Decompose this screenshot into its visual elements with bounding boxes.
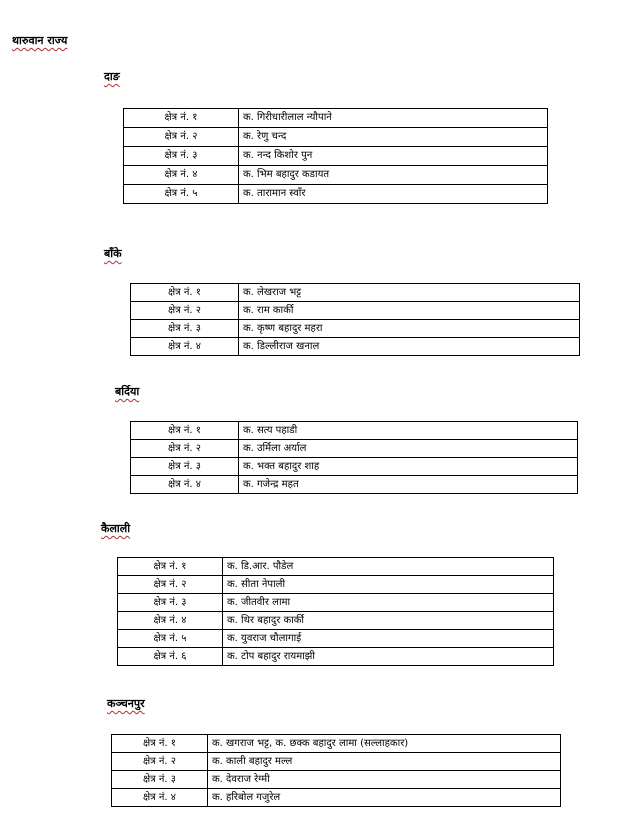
constituency-cell: क्षेत्र नं. १	[112, 735, 208, 753]
table-row	[131, 458, 578, 476]
candidate-cell: क. थिर बहादुर कार्की	[223, 612, 554, 630]
table-row	[131, 440, 578, 458]
constituency-cell: क्षेत्र नं. ४	[124, 166, 239, 185]
table-row	[112, 789, 561, 807]
table-row	[131, 302, 580, 320]
candidate-cell: क. सीता नेपाली	[223, 576, 554, 594]
table-row	[118, 594, 554, 612]
constituency-table-bardiya	[130, 421, 578, 494]
section-title-dang: दाङ	[104, 70, 120, 83]
table-row	[124, 166, 548, 185]
page-title: थारुवान राज्य	[12, 34, 68, 47]
table-row	[112, 753, 561, 771]
candidate-cell: क. भक्त बहादुर शाह	[239, 458, 578, 476]
section-title-banke: बाँके	[104, 247, 122, 260]
candidate-cell: क. टोप बहादुर रायमाझी	[223, 648, 554, 666]
candidate-cell: क. युवराज चौलागाई	[223, 630, 554, 648]
constituency-cell: क्षेत्र नं. ४	[131, 476, 239, 494]
candidate-cell: क. देवराज रेग्मी	[208, 771, 561, 789]
constituency-cell: क्षेत्र नं. ३	[112, 771, 208, 789]
section-title-kailali: कैलाली	[101, 522, 131, 535]
table-row	[118, 576, 554, 594]
candidate-cell: क. खगराज भट्ट, क. छक्क बहादुर लामा (सल्लाहकार)	[208, 735, 561, 753]
table-row	[118, 648, 554, 666]
table-row	[131, 284, 580, 302]
candidate-cell: क. गिरीधारीलाल न्यौपाने	[239, 109, 548, 128]
table-row	[131, 476, 578, 494]
candidate-cell: क. डि.आर. पौडेल	[223, 558, 554, 576]
constituency-cell: क्षेत्र नं. ५	[124, 185, 239, 204]
table-row	[131, 320, 580, 338]
constituency-table-banke	[130, 283, 580, 356]
table-row	[131, 422, 578, 440]
constituency-cell: क्षेत्र नं. २	[112, 753, 208, 771]
table-row	[112, 771, 561, 789]
constituency-table-kailali	[117, 557, 554, 666]
candidate-cell: क. सत्य पहाडी	[239, 422, 578, 440]
constituency-cell: क्षेत्र नं. ३	[118, 594, 223, 612]
table-row	[131, 338, 580, 356]
candidate-cell: क. भिम बहादुर कडायत	[239, 166, 548, 185]
candidate-cell: क. रेणु चन्द	[239, 128, 548, 147]
candidate-cell: क. नन्द किशोर पुन	[239, 147, 548, 166]
candidate-cell: क. कृष्ण बहादुर महरा	[239, 320, 580, 338]
table-row	[118, 612, 554, 630]
table-row	[118, 558, 554, 576]
section-title-kanchanpur: कञ्चनपुर	[107, 697, 145, 710]
constituency-cell: क्षेत्र नं. ४	[131, 338, 239, 356]
constituency-cell: क्षेत्र नं. ३	[131, 458, 239, 476]
candidate-cell: क. काली बहादुर मल्ल	[208, 753, 561, 771]
constituency-cell: क्षेत्र नं. २	[118, 576, 223, 594]
constituency-cell: क्षेत्र नं. ५	[118, 630, 223, 648]
table-row	[112, 735, 561, 753]
constituency-cell: क्षेत्र नं. १	[124, 109, 239, 128]
constituency-cell: क्षेत्र नं. २	[124, 128, 239, 147]
constituency-cell: क्षेत्र नं. ३	[124, 147, 239, 166]
candidate-cell: क. राम कार्की	[239, 302, 580, 320]
candidate-cell: क. लेखराज भट्ट	[239, 284, 580, 302]
constituency-cell: क्षेत्र नं. ६	[118, 648, 223, 666]
constituency-cell: क्षेत्र नं. ४	[112, 789, 208, 807]
candidate-cell: क. जीतवीर लामा	[223, 594, 554, 612]
candidate-cell: क. हरिबोल गजुरेल	[208, 789, 561, 807]
candidate-cell: क. गजेन्द्र महत	[239, 476, 578, 494]
table-row	[124, 128, 548, 147]
section-title-bardiya: बर्दिया	[115, 385, 140, 398]
constituency-cell: क्षेत्र नं. १	[131, 422, 239, 440]
constituency-cell: क्षेत्र नं. २	[131, 440, 239, 458]
table-row	[124, 185, 548, 204]
candidate-cell: क. डिल्लीराज खनाल	[239, 338, 580, 356]
table-row	[124, 109, 548, 128]
constituency-cell: क्षेत्र नं. ४	[118, 612, 223, 630]
table-row	[124, 147, 548, 166]
constituency-cell: क्षेत्र नं. १	[118, 558, 223, 576]
candidate-cell: क. उर्मिला अर्याल	[239, 440, 578, 458]
table-row	[118, 630, 554, 648]
constituency-cell: क्षेत्र नं. २	[131, 302, 239, 320]
constituency-cell: क्षेत्र नं. ३	[131, 320, 239, 338]
candidate-cell: क. तारामान स्वाँर	[239, 185, 548, 204]
constituency-table-dang	[123, 108, 548, 204]
constituency-table-kanchanpur	[111, 734, 561, 807]
constituency-cell: क्षेत्र नं. १	[131, 284, 239, 302]
